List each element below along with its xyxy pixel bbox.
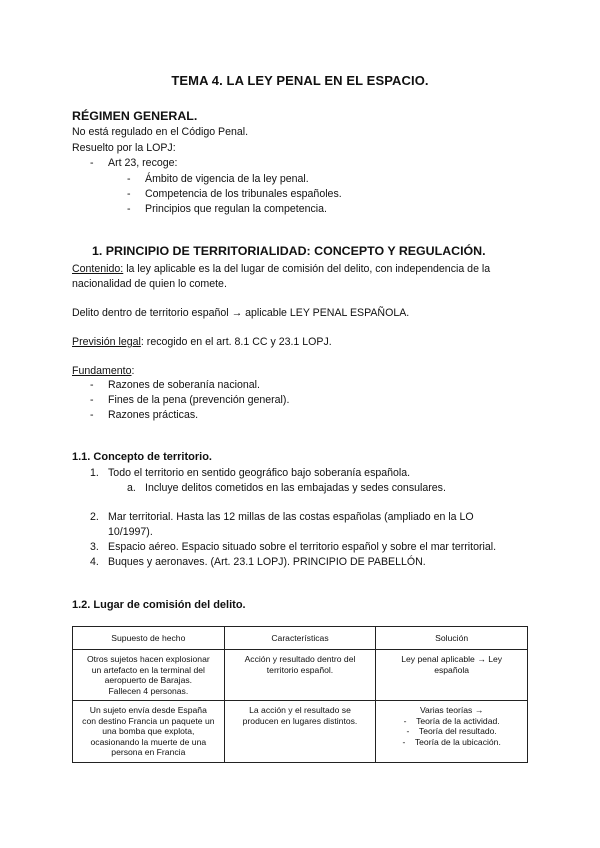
cell-text: aeropuerto de Barajas. [104,675,193,685]
regimen-subitem: Ámbito de vigencia de la ley penal. [145,173,309,185]
cell-solucion [376,701,528,763]
dash-bullet: - [127,203,131,215]
dash-bullet: - [127,188,131,200]
cell-text: persona en Francia [111,747,186,757]
art23-item: Art 23, recoge: [108,157,178,169]
list-number: 4. [90,556,99,568]
fundamento-item: Fines de la pena (prevención general). [108,394,290,406]
prevision-label: Previsión legal [72,336,141,348]
regimen-heading: RÉGIMEN GENERAL. [72,109,198,123]
cell-text: Ley penal aplicable → Ley [401,654,503,664]
cell-caracteristicas [224,650,376,701]
territorio-item: Espacio aéreo. Espacio situado sobre el territorio español y sobre el mar territorial. [108,541,497,553]
fundamento-item: Razones de soberanía nacional. [108,379,260,391]
list-number: 3. [90,541,99,553]
teoria-text: Teoría de la ubicación. [414,736,501,747]
section1-heading: 1. PRINCIPIO DE TERRITORIALIDAD: CONCEPTO Y REGULACIÓN. [92,244,486,258]
teoria-text: Teoría del resultado. [418,726,497,736]
list-item: - Teoría de la actividad. [403,715,500,726]
contenido-label: Contenido: [72,263,124,275]
table-row [73,701,528,763]
header-solucion: Solución [376,627,528,650]
fundamento-line [72,364,134,378]
contenido-text: la ley aplicable es la del lugar de comisión del delito, con independencia de la [123,263,491,275]
regimen-line-2: Resuelto por la LOPJ: [72,142,176,154]
delito-line: Delito dentro de territorio español → aplicable LEY PENAL ESPAÑOLA. [72,307,410,319]
list-number: 1. [90,467,99,479]
section11-heading: 1.1. Concepto de territorio. [72,451,212,463]
dash-bullet: - [90,157,94,169]
cell-text: un artefacto en la terminal del [91,664,205,675]
territorio-item: Buques y aeronaves. (Art. 23.1 LOPJ). PRINCIPIO DE PABELLÓN. [108,556,426,568]
regimen-subitem: Principios que regulan la competencia. [145,203,327,215]
contenido-line-1 [72,262,490,276]
table-header-row [73,627,528,650]
dash-bullet: - [90,394,94,406]
territorio-item: Mar territorial. Hasta las 12 millas de las costas españolas (ampliado en la LO [108,511,474,523]
section12-heading: 1.2. Lugar de comisión del delito. [72,599,246,611]
cell-text: territorio español. [266,664,334,675]
teorias-list [382,716,521,748]
cell-text: una bomba que explota, [102,726,195,736]
cell-text: Otros sujetos hacen explosionar [86,654,210,664]
cell-solucion [376,650,528,701]
teoria-text: Teoría de la actividad. [416,715,500,726]
cell-caracteristicas [224,701,376,763]
fundamento-label: Fundamento [72,365,132,377]
dash-bullet: - [90,409,94,421]
table-row [73,650,528,701]
territorio-item-cont: 10/1997). [108,526,153,538]
list-number: 2. [90,511,99,523]
cell-text: Varias teorías → [419,705,484,715]
lugar-comision-table [72,626,528,763]
cell-text: producen en lugares distintos. [242,715,358,726]
dash-bullet: - [90,379,94,391]
fundamento-colon: : [131,365,135,377]
list-item: - Teoría de la ubicación. [402,736,501,747]
cell-text: Un sujeto envía desde España [89,705,207,715]
territorio-subitem: Incluye delitos cometidos en las embajadas y sedes consulares. [145,482,446,494]
fundamento-item: Razones prácticas. [108,409,199,421]
cell-text: ocasionando la muerte de una [90,736,207,747]
contenido-line-2: nacionalidad de quien lo comete. [72,278,227,290]
dash-bullet: - [127,173,131,185]
list-letter: a. [127,482,136,494]
cell-text: Fallecen 4 personas. [108,685,189,696]
cell-supuesto [73,701,225,763]
cell-text: La acción y el resultado se [249,705,351,715]
regimen-subitem: Competencia de los tribunales españoles. [145,188,342,200]
header-supuesto: Supuesto de hecho [73,627,225,650]
cell-text: con destino Francia un paquete un [82,715,215,726]
cell-text: española [434,664,470,675]
prevision-line [72,335,332,349]
regimen-line-1: No está regulado en el Código Penal. [72,126,249,138]
cell-text: Acción y resultado dentro del [244,654,356,664]
prevision-text: : recogido en el art. 8.1 CC y 23.1 LOPJ. [140,336,332,348]
header-caracteristicas: Características [224,627,376,650]
territorio-item: Todo el territorio en sentido geográfico bajo soberanía española. [108,467,411,479]
list-item: - Teoría del resultado. [406,726,497,736]
cell-supuesto [73,650,225,701]
document-title: TEMA 4. LA LEY PENAL EN EL ESPACIO. [171,73,429,88]
